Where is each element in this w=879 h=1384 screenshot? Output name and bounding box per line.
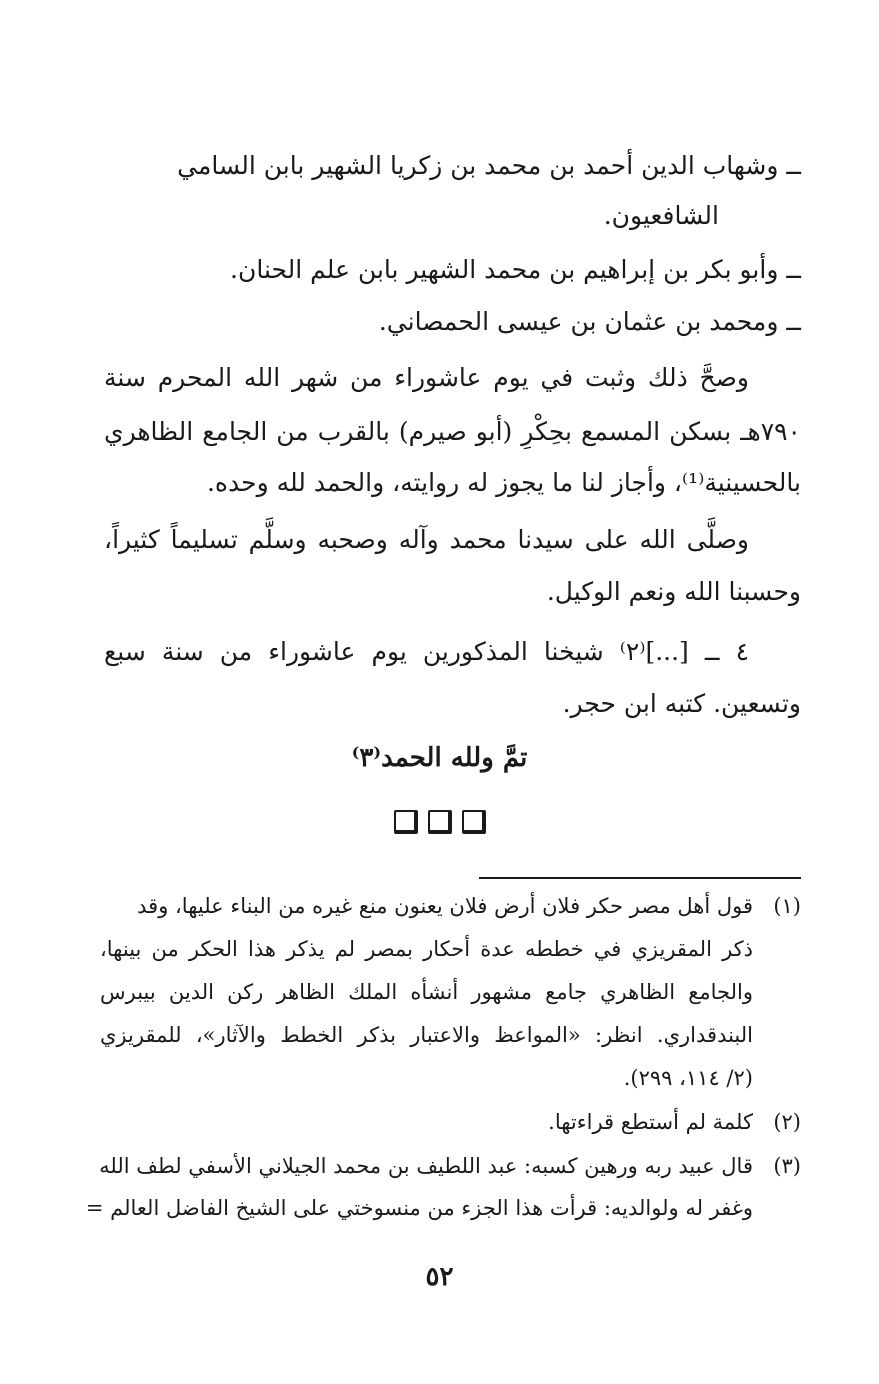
square-ornament-icon (462, 810, 486, 834)
page-number: ٥٢ (425, 1262, 454, 1292)
footnote-2-number: (٢) (773, 1110, 801, 1134)
list-item-1-line-1: ــ وشهاب الدين أحمد بن محمد بن زكريا الشهير بابن السامي (177, 151, 801, 180)
paragraph-3-line-1: ٤ ــ [...]⁽٢⁾ شيخنا المذكورين يوم عاشوراء من سنة سبع (104, 637, 749, 666)
footnote-1-line-1 (100, 890, 801, 922)
footnote-separator (479, 877, 801, 879)
list-item-3: ــ ومحمد بن عثمان بن عيسى الحمصاني. (378, 307, 801, 336)
footnote-3-line-2: وغفر له ولوالديه: قرأت هذا الجزء من منسوختي على الشيخ الفاضل العالم = (85, 1196, 753, 1220)
footnote-3-text: قال عبيد ربه ورهين كسبه: عبد اللطيف بن محمد الجيلاني الأسفي لطف الله (99, 1154, 753, 1178)
list-item-2: ــ وأبو بكر بن إبراهيم بن محمد الشهير بابن علم الحنان. (230, 255, 801, 284)
footnote-1-number: (١) (773, 894, 801, 918)
closing-line: تمَّ ولله الحمد⁽٣⁾ (351, 743, 528, 773)
footnote-3-number: (٣) (773, 1154, 801, 1178)
footnote-2 (100, 1106, 801, 1138)
paragraph-1-line-3: بالحسينية⁽¹⁾، وأجاز لنا ما يجوز له روايته، والحمد لله وحده. (206, 468, 801, 497)
paragraph-3-line-2: وتسعين. كتبه ابن حجر. (562, 689, 801, 718)
paragraph-2-line-2: وحسبنا الله ونعم الوكيل. (546, 577, 801, 606)
footnote-1-line-4: البندقداري. انظر: «المواعظ والاعتبار بذكر الخطط والآثار»، للمقريزي (100, 1023, 753, 1047)
footnote-2-text: كلمة لم أستطع قراءتها. (548, 1110, 753, 1134)
paragraph-2-line-1: وصلَّى الله على سيدنا محمد وآله وصحبه وسلَّم تسليماً كثيراً، (104, 525, 749, 554)
footnote-1-line-3: والجامع الظاهري جامع مشهور أنشأه الملك الظاهر ركن الدين بيبرس (100, 980, 753, 1004)
list-item-1-line-2: الشافعيون. (603, 201, 719, 230)
section-divider (0, 810, 879, 834)
paragraph-1-line-1: وصحَّ ذلك وثبت في يوم عاشوراء من شهر الله المحرم سنة (104, 363, 749, 392)
square-ornament-icon (394, 810, 418, 834)
paragraph-1-line-2: ٧٩٠هـ بسكن المسمع بحِكْرِ (أبو صيرم) بالقرب من الجامع الظاهري (104, 417, 801, 446)
footnote-3-line-1 (100, 1150, 801, 1182)
footnote-1-line-5: (٢/ ١١٤، ٢٩٩). (623, 1066, 753, 1090)
footnote-1-line-2: ذكر المقريزي في خططه عدة أحكار بمصر لم يذكر هذا الحكر من بينها، (100, 937, 753, 961)
footnote-1-text: قول أهل مصر حكر فلان أرض فلان يعنون منع غيره من البناء عليها، وقد (137, 894, 753, 918)
square-ornament-icon (428, 810, 452, 834)
